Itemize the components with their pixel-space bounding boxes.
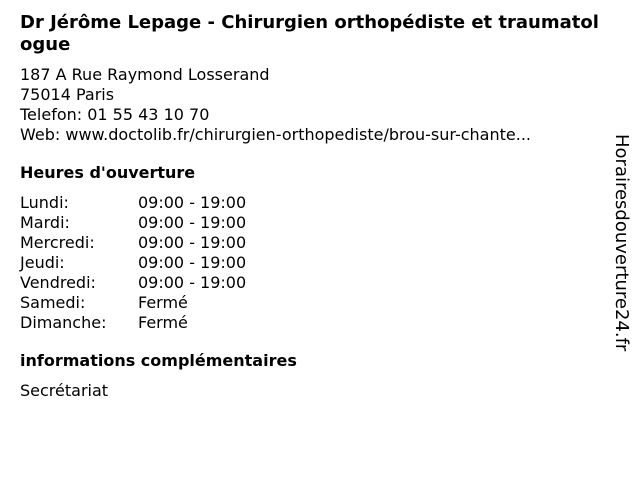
address-block <box>20 65 610 145</box>
street-address: 187 A Rue Raymond Losserand <box>20 65 270 84</box>
opening-hours-list <box>20 193 610 333</box>
hours-row-wednesday <box>20 233 610 253</box>
time-value: 09:00 - 19:00 <box>138 273 247 292</box>
day-label: Jeudi: <box>20 253 65 272</box>
hours-row-friday <box>20 273 610 293</box>
website-link[interactable]: Web: www.doctolib.fr/chirurgien-orthopediste/brou-sur-chante... <box>20 125 531 144</box>
hours-row-saturday <box>20 293 610 313</box>
time-value: 09:00 - 19:00 <box>138 193 247 212</box>
brand-watermark: Horairesdouverture24.fr <box>611 134 632 352</box>
hours-row-tuesday <box>20 213 610 233</box>
time-value: 09:00 - 19:00 <box>138 213 247 232</box>
day-label: Mardi: <box>20 213 70 232</box>
opening-hours-heading: Heures d'ouverture <box>20 163 196 182</box>
time-value: 09:00 - 19:00 <box>138 253 247 272</box>
day-label: Dimanche: <box>20 313 107 332</box>
additional-info-text: Secrétariat <box>20 381 109 400</box>
day-label: Vendredi: <box>20 273 96 292</box>
business-card <box>20 12 610 401</box>
hours-row-monday <box>20 193 610 213</box>
hours-row-thursday <box>20 253 610 273</box>
day-label: Lundi: <box>20 193 69 212</box>
phone-number[interactable]: Telefon: 01 55 43 10 70 <box>20 105 210 124</box>
time-value: Fermé <box>138 293 188 312</box>
hours-row-sunday <box>20 313 610 333</box>
day-label: Mercredi: <box>20 233 95 252</box>
time-value: Fermé <box>138 313 188 332</box>
day-label: Samedi: <box>20 293 86 312</box>
city-postcode: 75014 Paris <box>20 85 115 104</box>
additional-info-heading: informations complémentaires <box>20 351 297 370</box>
time-value: 09:00 - 19:00 <box>138 233 247 252</box>
page-title: Dr Jérôme Lepage - Chirurgien orthopédiste et traumatologue <box>20 12 599 55</box>
